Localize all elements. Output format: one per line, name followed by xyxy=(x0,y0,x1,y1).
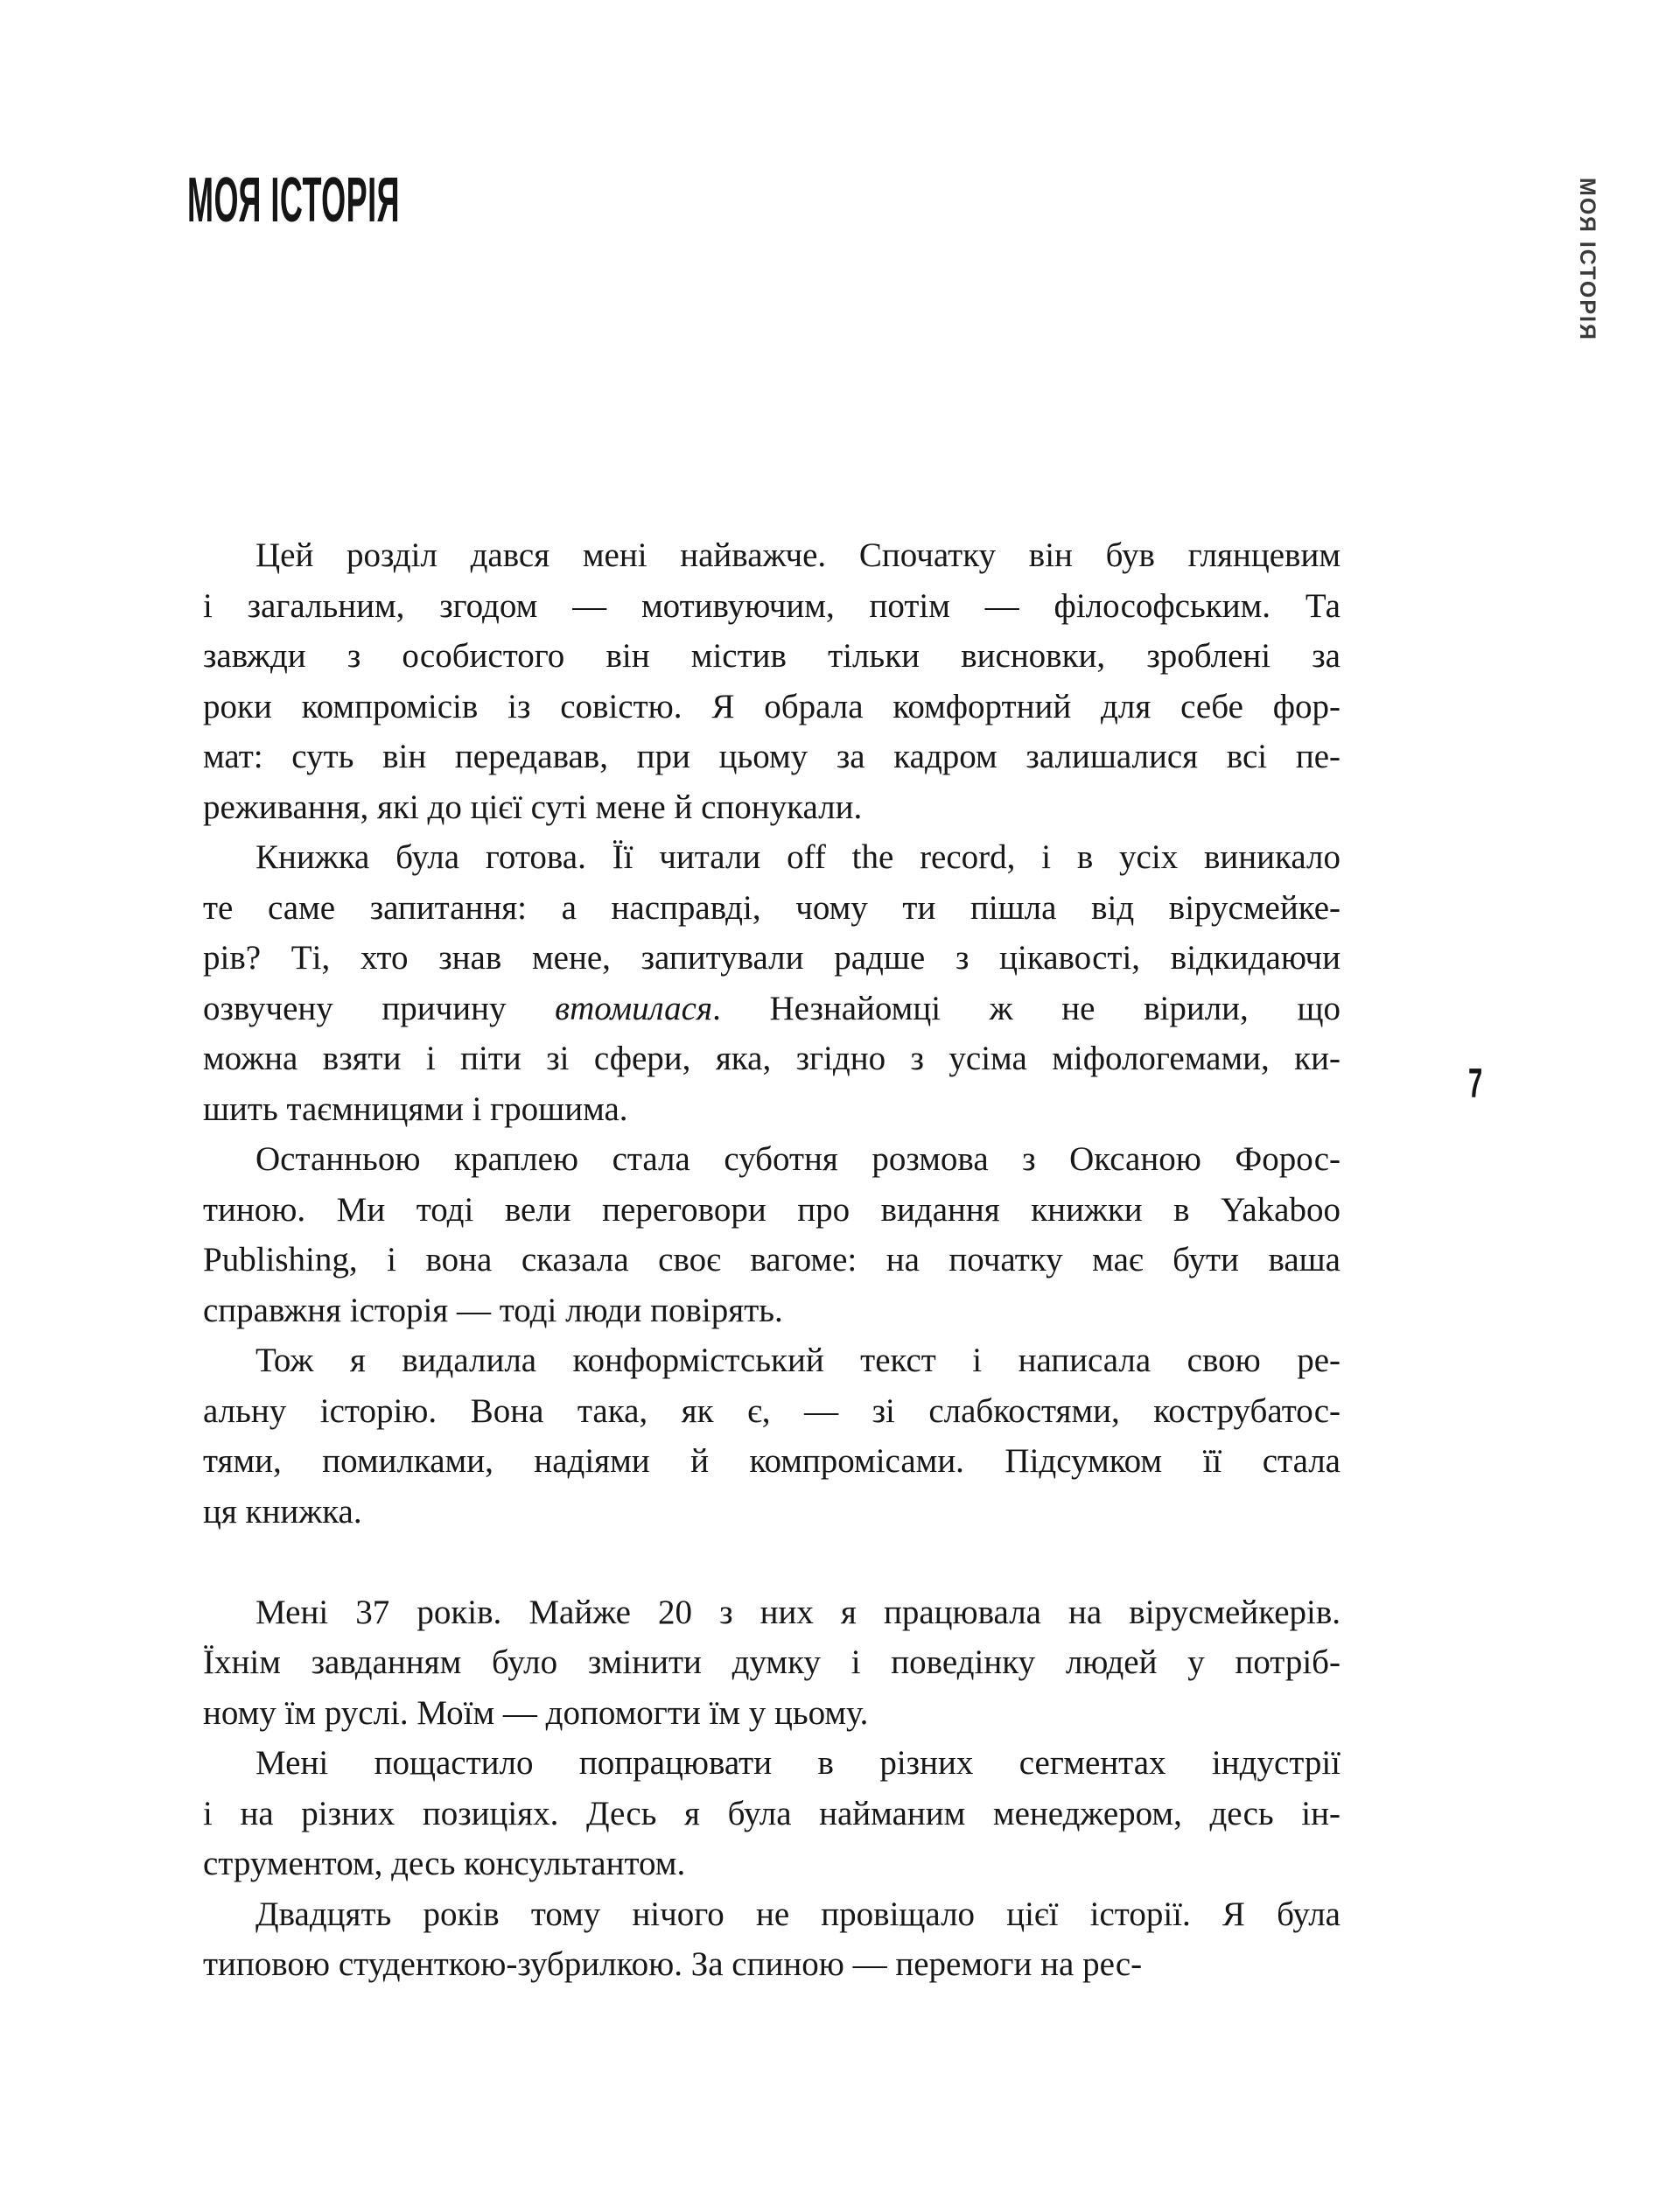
text-line: роки компромісів із совістю. Я обрала комфортний для себе фор- xyxy=(203,687,1340,725)
text-line: Цей розділ дався мені найважче. Спочатку він був глянцевим xyxy=(256,536,1340,574)
text-line: Publishing, і вона сказала своє вагоме: на початку має бути ваша xyxy=(203,1241,1340,1279)
text-line: шить таємницями і грошима. xyxy=(203,1089,628,1128)
text-line: Мені 37 років. Майже 20 з них я працювала на вірусмейкерів. xyxy=(256,1593,1340,1631)
text-line: реживання, які до цієї суті мене й спонукали. xyxy=(203,788,863,826)
paragraph xyxy=(203,530,1340,832)
text-line: тиною. Ми тоді вели переговори про видання книжки в Yakaboo xyxy=(203,1190,1340,1229)
paragraph xyxy=(203,832,1340,1134)
text-line: Останньою краплею стала суботня розмова з Оксаною Форос- xyxy=(256,1140,1340,1178)
text-line: Їхнім завданням було змінити думку і поведінку людей у потріб- xyxy=(203,1643,1340,1681)
text-line: альну історію. Вона така, як є, — зі слабкостями, кострубатос- xyxy=(203,1391,1340,1430)
text-line: Мені пощастило попрацювати в різних сегментах індустрії xyxy=(256,1744,1340,1782)
body-text xyxy=(203,530,1340,1990)
text-line: Тож я видалила конформістський текст і написала свою ре- xyxy=(256,1342,1340,1379)
text-line: справжня історія — тоді люди повірять. xyxy=(203,1291,783,1329)
text-line: Книжка була готова. Її читали off the record, і в усіх виникало xyxy=(256,838,1340,876)
text-line: типовою студенткою-зубрилкою. За спиною — перемоги на рес- xyxy=(203,1945,1143,1983)
chapter-title: МОЯ ІСТОРІЯ xyxy=(187,165,400,235)
paragraph xyxy=(203,1587,1340,1739)
text-line: мат: суть він передавав, при цьому за кадром залишалися всі пе- xyxy=(203,738,1340,775)
text-line: завжди з особистого він містив тільки висновки, зроблені за xyxy=(203,637,1340,675)
running-head-vertical: МОЯ ІСТОРІЯ xyxy=(1575,178,1600,341)
text-line: Двадцять років тому нічого не провіщало цієї історії. Я була xyxy=(256,1895,1340,1933)
text-line: ному їм руслі. Моїм — допомогти їм у цьому. xyxy=(203,1693,869,1732)
paragraph xyxy=(203,1889,1340,1990)
text-line: рів? Ті, хто знав мене, запитували радше з цікавості, відкидаючи xyxy=(203,939,1340,977)
text-line: і на різних позиціях. Десь я була найманим менеджером, десь ін- xyxy=(203,1794,1340,1832)
paragraph xyxy=(203,1738,1340,1889)
text-line: струментом, десь консультантом. xyxy=(203,1845,686,1882)
text-line: і загальним, згодом — мотивуючим, потім — філософським. Та xyxy=(203,586,1340,625)
text-line: можна взяти і піти зі сфери, яка, згідно з усіма міфологемами, ки- xyxy=(203,1040,1340,1077)
page-number: 7 xyxy=(1468,1060,1483,1106)
paragraph xyxy=(203,1335,1340,1537)
text-line: тями, помилками, надіями й компромісами. Підсумком її стала xyxy=(203,1442,1340,1480)
text-line: ця книжка. xyxy=(203,1492,362,1531)
text-line: те саме запитання: а насправді, чому ти пішла від вірусмейке- xyxy=(203,888,1340,927)
paragraph xyxy=(203,1134,1340,1335)
text-line: озвучену причину втомилася. Незнайомці ж не вірили, що xyxy=(203,989,1340,1027)
